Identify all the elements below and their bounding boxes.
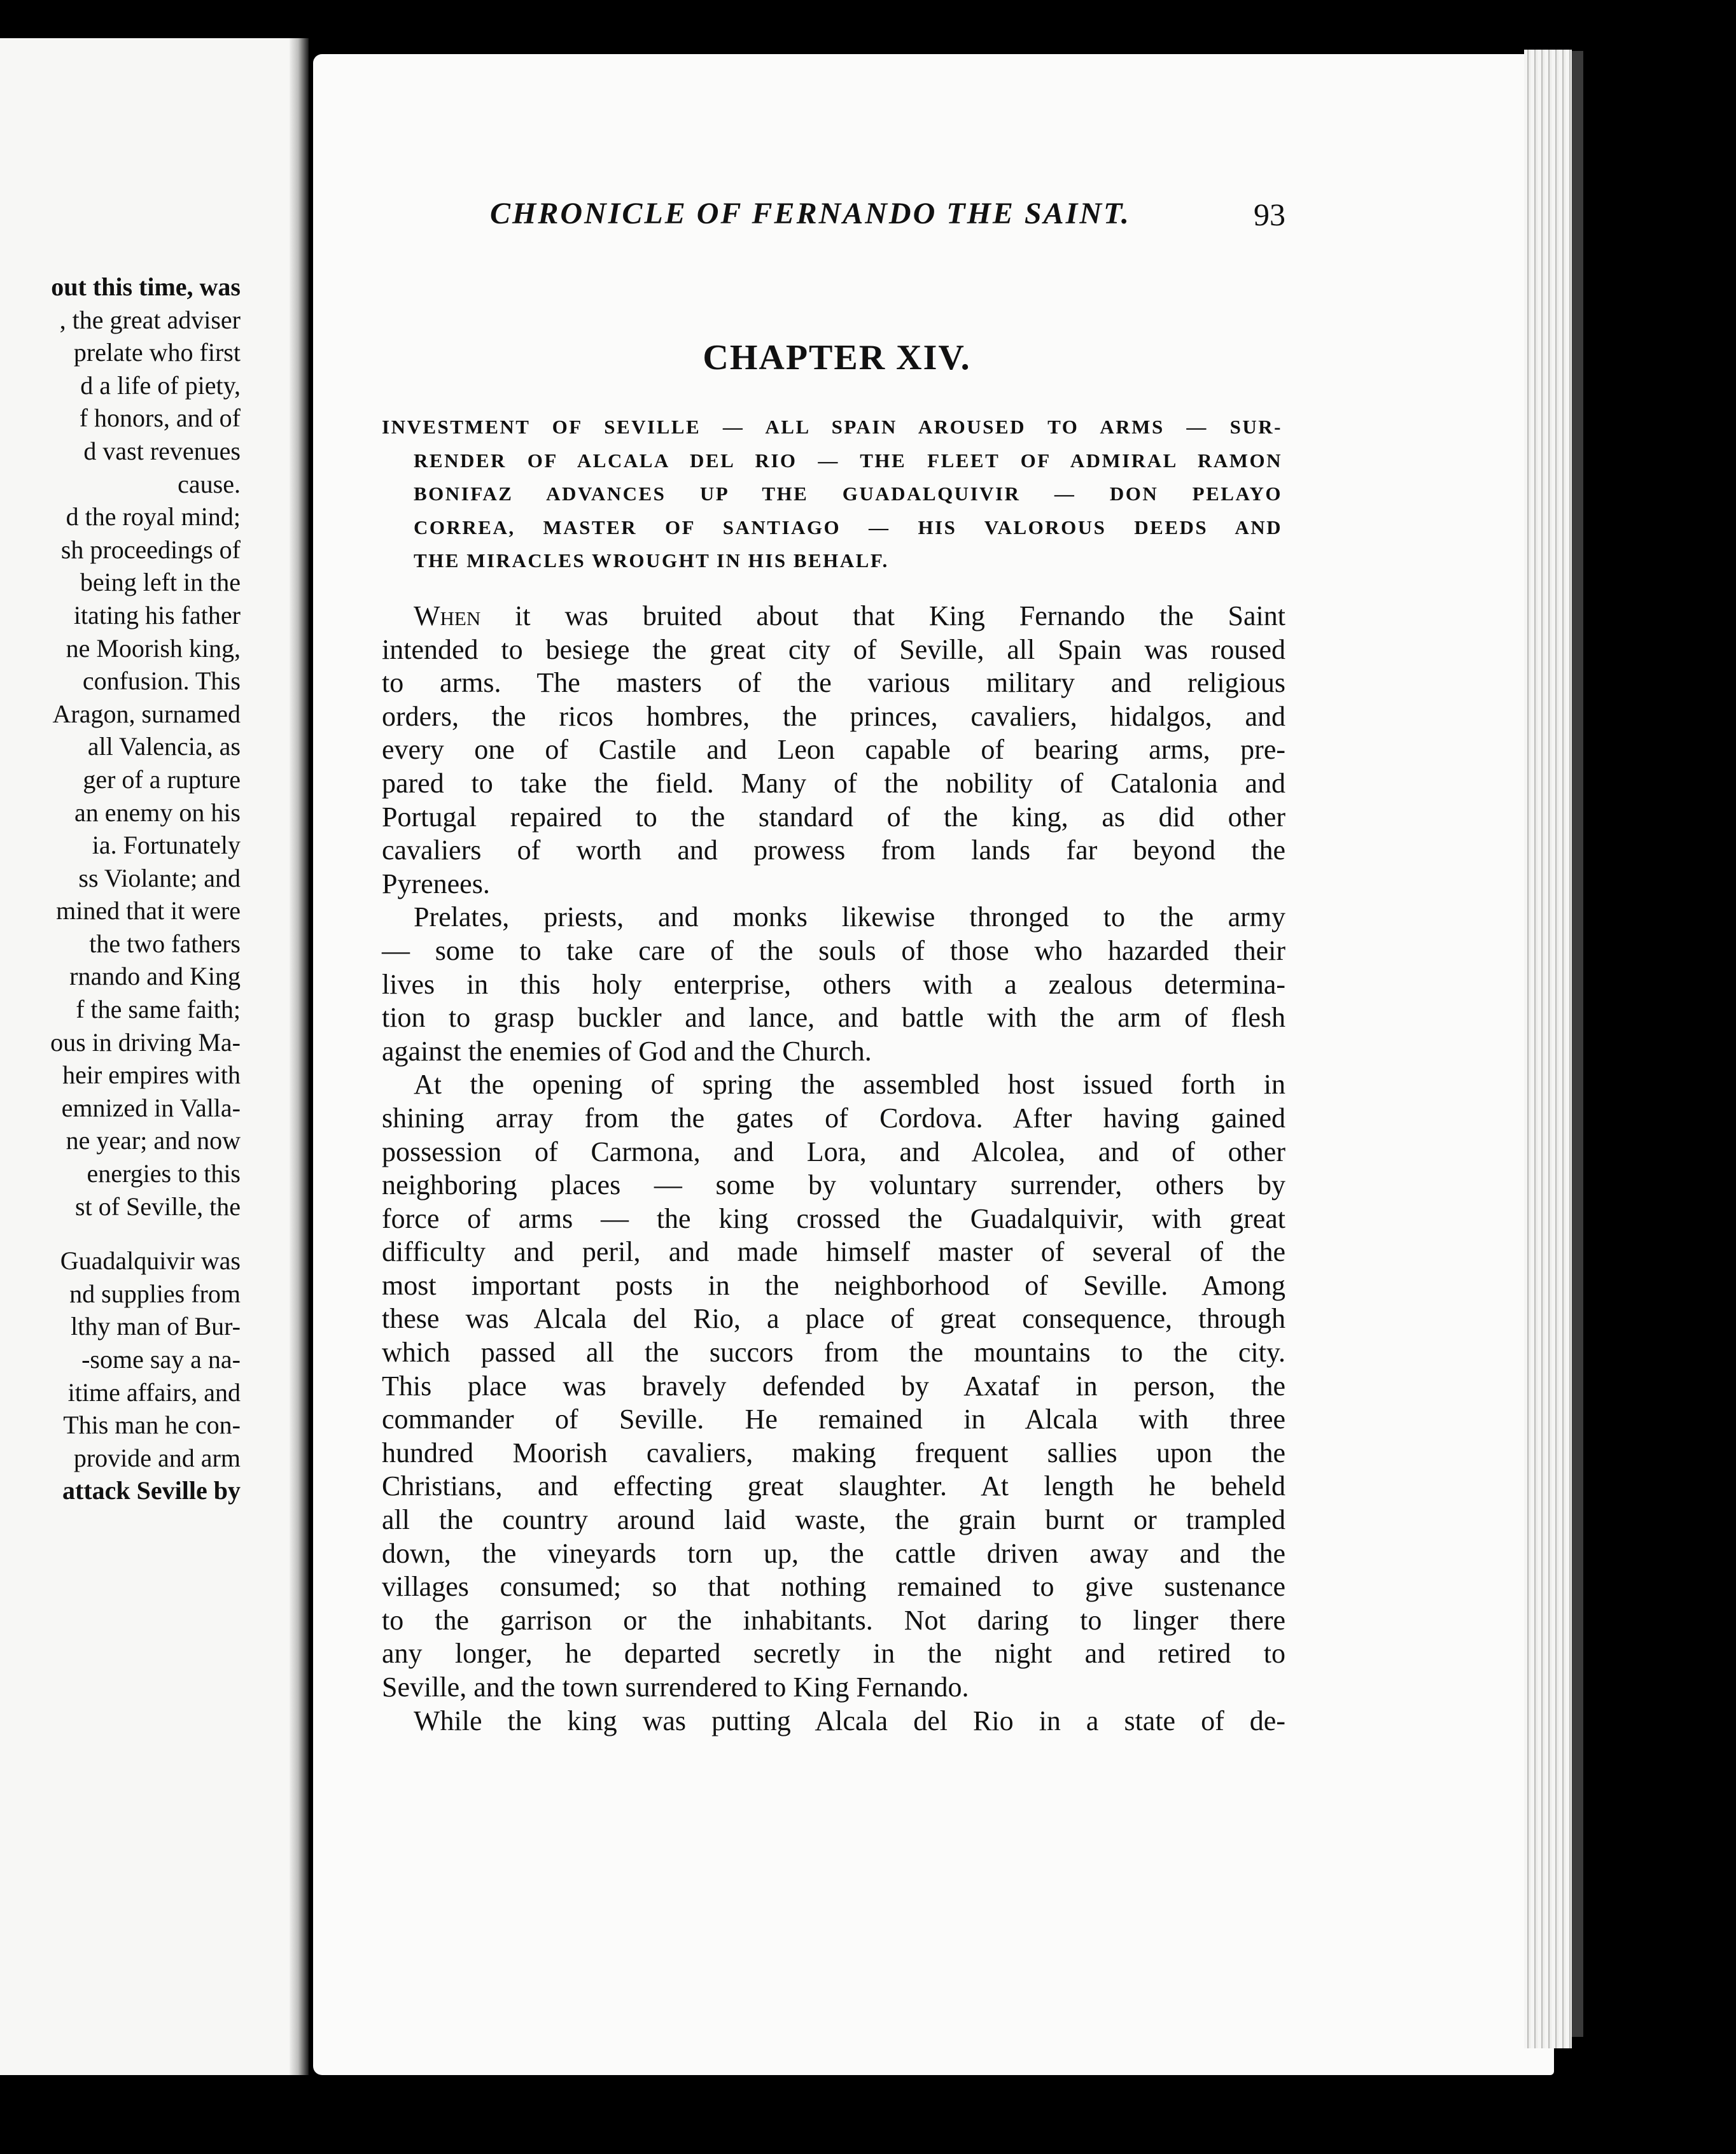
body-line: to the garrison or the inhabitants. Not daring to linger there: [382, 1604, 1285, 1636]
running-head: [490, 196, 1285, 247]
left-line: an enemy on his: [74, 798, 241, 827]
left-line: out this time, was: [51, 272, 241, 301]
body-line: any longer, he departed secretly in the night and retired to: [382, 1638, 1285, 1670]
left-line: ous in driving Ma-: [50, 1027, 241, 1057]
left-line: being left in the: [80, 568, 241, 597]
left-line: sh proceedings of: [60, 535, 241, 564]
left-line: ss Violante; and: [78, 863, 241, 892]
chapter-synopsis: [382, 411, 1282, 578]
body-line: possession of Carmona, and Lora, and Alcolea, and of other: [382, 1136, 1285, 1167]
body-line: force of arms — the king crossed the Guadalquivir, with great: [382, 1202, 1285, 1234]
left-line: confusion. This: [82, 666, 241, 696]
body-line: all the country around laid waste, the grain burnt or trampled: [382, 1504, 1285, 1536]
body-line: intended to besiege the great city of Seville, all Spain was roused: [382, 633, 1285, 665]
left-line: lthy man of Bur-: [71, 1312, 241, 1341]
body-line: which passed all the succors from the mountains to the city.: [382, 1337, 1285, 1369]
left-line: mined that it were: [56, 896, 241, 926]
body-line: Christians, and effecting great slaughter. At length he beheld: [382, 1470, 1285, 1502]
left-line: d a life of piety,: [80, 370, 241, 400]
body-line: to arms. The masters of the various military and religious: [382, 667, 1285, 699]
left-line: nd supplies from: [69, 1279, 241, 1308]
body-line: Pyrenees.: [382, 868, 490, 899]
body-line: tion to grasp buckler and lance, and battle with the arm of flesh: [382, 1002, 1285, 1034]
synopsis-line: RENDER OF ALCALA DEL RIO — THE FLEET OF ADMIRAL RAMON: [414, 449, 1282, 472]
left-line: st of Seville, the: [75, 1192, 241, 1221]
body-line: lives in this holy enterprise, others with a zealous determina-: [382, 968, 1285, 1000]
left-line: f honors, and of: [79, 404, 241, 433]
left-line: , the great adviser: [59, 305, 241, 334]
body-line: At the opening of spring the assembled host issued forth in: [414, 1069, 1285, 1101]
running-title: CHRONICLE OF FERNANDO THE SAINT.: [490, 197, 1131, 230]
left-line: rnando and King: [69, 962, 241, 991]
synopsis-line: INVESTMENT OF SEVILLE — ALL SPAIN AROUSED TO ARMS — SUR-: [382, 416, 1282, 438]
paragraph-gap: [0, 1223, 241, 1244]
body-line: villages consumed; so that nothing remained to give sustenance: [382, 1571, 1285, 1603]
body-line: cavaliers of worth and prowess from lands far beyond the: [382, 834, 1285, 866]
left-line: the two fathers: [89, 929, 241, 958]
left-line: This man he con-: [63, 1411, 241, 1440]
left-line: itating his father: [73, 600, 241, 630]
body-line: [382, 600, 1285, 633]
body-line: orders, the ricos hombres, the princes, cavaliers, hidalgos, and: [382, 700, 1285, 732]
body-line: neighboring places — some by voluntary surrender, others by: [382, 1169, 1285, 1201]
body-line: hundred Moorish cavaliers, making frequent sallies upon the: [382, 1437, 1285, 1468]
left-line: heir empires with: [62, 1060, 241, 1090]
left-line: provide and arm: [73, 1443, 241, 1472]
first-line-text: it was bruited about that King Fernando the Saint: [480, 600, 1285, 631]
body-line: down, the vineyards torn up, the cattle driven away and the: [382, 1537, 1285, 1569]
body-line: While the king was putting Alcala del Rio in a state of de-: [414, 1705, 1285, 1736]
left-line: ia. Fortunately: [92, 831, 241, 860]
book-cover-edge: [1572, 51, 1583, 2037]
body-line: commander of Seville. He remained in Alcala with three: [382, 1404, 1285, 1435]
page-edges: [1524, 50, 1572, 2048]
synopsis-line: THE MIRACLES WROUGHT IN HIS BEHALF.: [414, 549, 889, 572]
left-line: itime affairs, and: [67, 1377, 241, 1407]
body-line: pared to take the field. Many of the nobility of Catalonia and: [382, 767, 1285, 799]
left-line: d vast revenues: [83, 436, 241, 465]
drop-word: When: [414, 600, 481, 631]
left-line: ne year; and now: [66, 1126, 241, 1155]
chapter-heading: CHAPTER XIV.: [703, 338, 971, 377]
body-line: Portugal repaired to the standard of the king, as did other: [382, 801, 1285, 833]
body-line: these was Alcala del Rio, a place of great consequence, through: [382, 1303, 1285, 1335]
body-line: This place was bravely defended by Axataf in person, the: [382, 1370, 1285, 1402]
body-line: Seville, and the town surrendered to King Fernando.: [382, 1672, 969, 1703]
left-line: d the royal mind;: [66, 502, 241, 531]
body-line: against the enemies of God and the Church.: [382, 1035, 872, 1067]
book-gutter: [290, 38, 309, 2075]
body-line: every one of Castile and Leon capable of bearing arms, pre-: [382, 734, 1285, 766]
left-line: Guadalquivir was: [60, 1246, 241, 1276]
body-line: Prelates, priests, and monks likewise thronged to the army: [414, 901, 1285, 933]
left-line: f the same faith;: [76, 995, 241, 1024]
body-line: difficulty and peril, and made himself master of several of the: [382, 1236, 1285, 1268]
body-text: [382, 600, 1285, 1738]
left-line: attack Seville by: [62, 1476, 241, 1505]
page-number: 93: [1254, 197, 1285, 232]
left-line: all Valencia, as: [87, 732, 241, 761]
left-line: ne Moorish king,: [66, 633, 241, 663]
left-line: ger of a rupture: [83, 764, 241, 794]
left-line: energies to this: [87, 1159, 241, 1188]
synopsis-line: BONIFAZ ADVANCES UP THE GUADALQUIVIR — DON PELAYO: [414, 482, 1282, 505]
body-line: shining array from the gates of Cordova. After having gained: [382, 1102, 1285, 1134]
left-line: cause.: [178, 469, 241, 498]
body-line: most important posts in the neighborhood of Seville. Among: [382, 1269, 1285, 1301]
left-page-text: [0, 271, 241, 1507]
left-line: -some say a na-: [81, 1345, 241, 1374]
left-line: Aragon, surnamed: [52, 699, 241, 728]
left-line: prelate who first: [73, 338, 241, 367]
body-line: — some to take care of the souls of those who hazarded their: [382, 934, 1285, 966]
left-line: emnized in Valla-: [61, 1093, 241, 1122]
synopsis-line: CORREA, MASTER OF SANTIAGO — HIS VALOROUS DEEDS AND: [414, 516, 1282, 538]
